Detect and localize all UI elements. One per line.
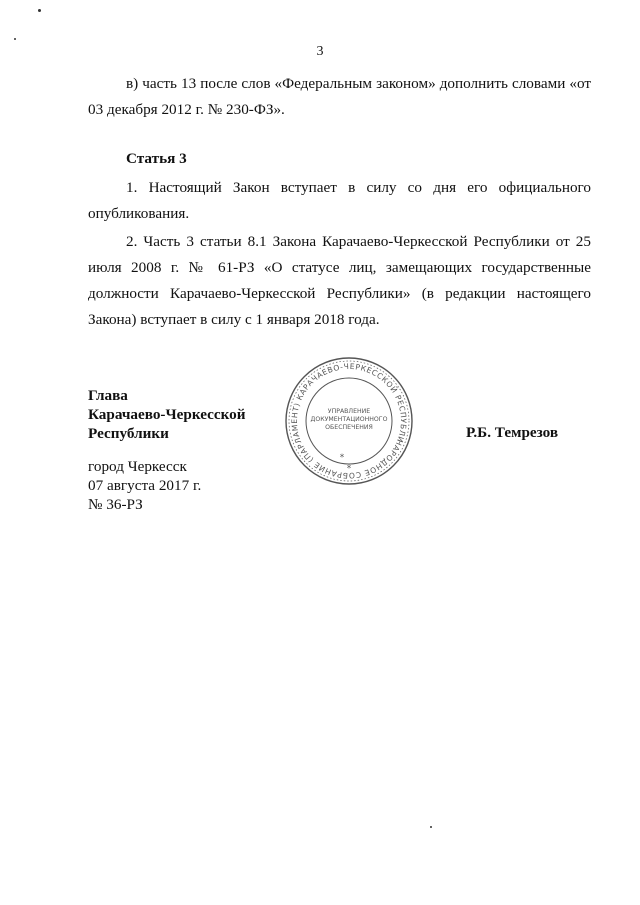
- seal-graphic: [284, 356, 414, 486]
- scan-speck: [430, 826, 432, 828]
- seal-star-icon: *: [346, 464, 352, 474]
- paragraph-article-3-item-2: 2. Часть 3 статьи 8.1 Закона Карачаево-Черкесской Республики от 25 июля 2008 г. № 61-РЗ «О статусе лиц, замещающих государственные должности Карачаево-Черкесской Республики» (в редакции настоящего Закона) вступает в силу с 1 января 2018 года.: [88, 233, 591, 328]
- scan-speck: [14, 38, 16, 40]
- page-number: 3: [316, 44, 324, 59]
- signer-name: Р.Б. Темрезов: [466, 424, 559, 441]
- date-of-signing: 07 августа 2017 г.: [88, 477, 202, 494]
- official-seal: [284, 356, 414, 486]
- paragraph-article-3-item-1: 1. Настоящий Закон вступает в силу со дня его официального опубликования.: [88, 179, 591, 222]
- law-number: № 36-РЗ: [88, 496, 143, 513]
- place-date-number: [88, 457, 201, 514]
- paragraph-amendment-v: в) часть 13 после слов «Федеральным законом» дополнить словами «от 03 декабря 2012 г. № 230-ФЗ».: [88, 75, 591, 118]
- signatory-position: [88, 386, 246, 443]
- scan-speck: [38, 9, 41, 12]
- article-heading: Статья 3: [126, 150, 187, 167]
- place-of-signing: город Черкесск: [88, 458, 187, 475]
- signatory-position-line: Республики: [88, 425, 169, 442]
- seal-star-icon: *: [339, 453, 345, 463]
- signatory-position-line: Глава: [88, 387, 128, 404]
- signatory-position-line: Карачаево-Черкесской: [88, 406, 246, 423]
- seal-center-line: ОБЕСПЕЧЕНИЯ: [325, 424, 373, 431]
- seal-center-line: ДОКУМЕНТАЦИОННОГО: [310, 416, 388, 423]
- seal-outer-text: НАРОДНОЕ СОБРАНИЕ (ПАРЛАМЕНТ) КАРАЧАЕВО-ЧЕРКЕССКОЙ РЕСПУБЛИКИ: [289, 361, 409, 481]
- seal-center-line: УПРАВЛЕНИЕ: [327, 408, 371, 415]
